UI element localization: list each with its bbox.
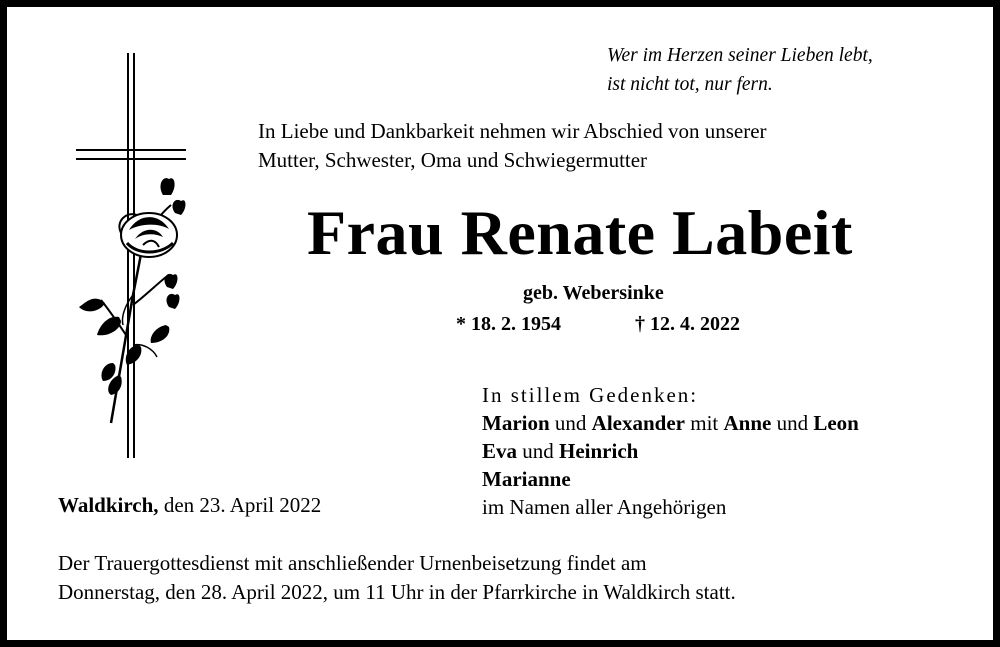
maiden-name: geb. Webersinke (523, 282, 664, 304)
connector-text: und (554, 411, 587, 435)
connector-text: mit (690, 411, 719, 435)
mourner-name: Heinrich (559, 439, 639, 463)
quote-line-2: ist nicht tot, nur fern. (607, 74, 773, 95)
cross-with-rose-icon (71, 45, 211, 465)
mourner-name: Marianne (482, 467, 571, 491)
place-and-date (58, 493, 321, 518)
death-date: † 12. 4. 2022 (635, 313, 740, 335)
epitaph-quote (607, 41, 873, 99)
intro-text (258, 117, 767, 175)
service-line-2: Donnerstag, den 28. April 2022, um 11 Uhr in der Pfarrkirche in Waldkirch statt. (58, 580, 736, 604)
quote-line-1: Wer im Herzen seiner Lieben lebt, (607, 45, 873, 66)
birth-date: * 18. 2. 1954 (456, 313, 561, 335)
mourners-line-1 (482, 409, 859, 437)
intro-line-1: In Liebe und Dankbarkeit nehmen wir Abschied von unserer (258, 119, 767, 143)
mourners-line-3 (482, 465, 859, 493)
notice-date: den 23. April 2022 (163, 493, 322, 517)
mourner-name: Alexander (591, 411, 685, 435)
intro-line-2: Mutter, Schwester, Oma und Schwiegermutter (258, 148, 648, 172)
mourner-name: Marion (482, 411, 550, 435)
mourners-block (482, 381, 859, 521)
place-name: Waldkirch, (58, 493, 159, 517)
deceased-name: Frau Renate Labeit (307, 197, 853, 268)
mourners-line-2 (482, 437, 859, 465)
mourner-name: Anne (723, 411, 772, 435)
connector-text: und (776, 411, 809, 435)
mourner-name: Eva (482, 439, 518, 463)
mourners-line-4: im Namen aller Angehörigen (482, 495, 727, 519)
service-line-1: Der Trauergottesdienst mit anschließender Urnenbeisetzung findet am (58, 551, 647, 575)
connector-text: und (522, 439, 554, 463)
mourner-name: Leon (813, 411, 859, 435)
mourners-heading: In stillem Gedenken: (482, 383, 699, 407)
funeral-service-info (58, 549, 736, 607)
